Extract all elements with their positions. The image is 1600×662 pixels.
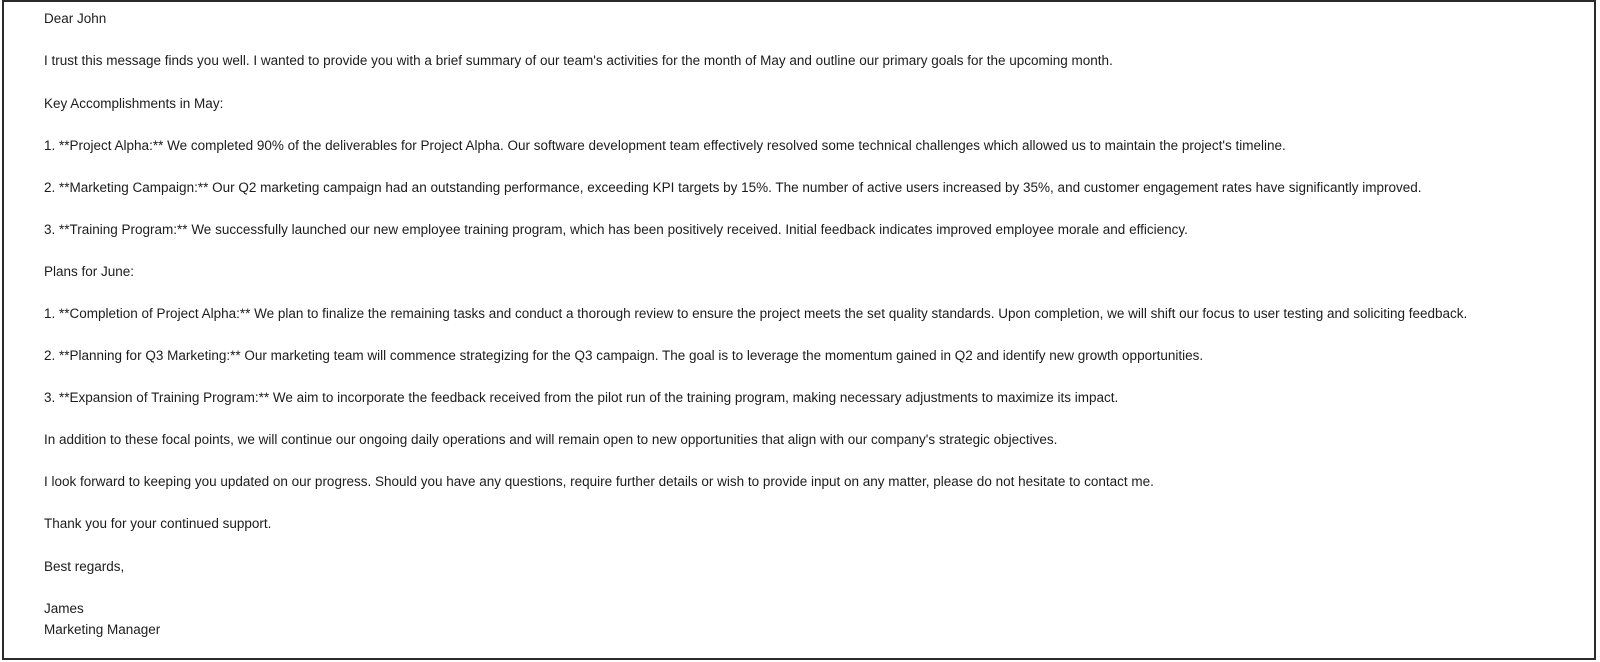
addition-paragraph: In addition to these focal points, we will continue our ongoing daily operations and will remain open to new opportunities that align with our company's strategic objectives. [44, 432, 1058, 447]
plans-heading: Plans for June: [44, 264, 135, 279]
closing-line: Best regards, [44, 559, 125, 574]
accomplishment-item-2: 2. **Marketing Campaign:** Our Q2 marketing campaign had an outstanding performance, exceeding KPI targets by 15%. The number of active users increased by 35%, and customer engagement rates have significantly improved. [44, 180, 1422, 195]
plan-item-1: 1. **Completion of Project Alpha:** We plan to finalize the remaining tasks and conduct a thorough review to ensure the project meets the set quality standards. Upon completion, we will shift our focus to user testing and soliciting feedback. [44, 306, 1468, 321]
sender-title: Marketing Manager [44, 622, 161, 637]
email-document-frame [2, 0, 1596, 660]
accomplishment-item-3: 3. **Training Program:** We successfully launched our new employee training program, which has been positively received. Initial feedback indicates improved employee morale and efficiency. [44, 222, 1188, 237]
accomplishments-heading: Key Accomplishments in May: [44, 96, 224, 111]
thanks-line: Thank you for your continued support. [44, 516, 272, 531]
plan-item-2: 2. **Planning for Q3 Marketing:** Our marketing team will commence strategizing for the Q3 campaign. The goal is to leverage the momentum gained in Q2 and identify new growth opportunities. [44, 348, 1204, 363]
intro-paragraph: I trust this message finds you well. I wanted to provide you with a brief summary of our team's activities for the month of May and outline our primary goals for the upcoming month. [44, 53, 1113, 68]
forward-paragraph: I look forward to keeping you updated on our progress. Should you have any questions, require further details or wish to provide input on any matter, please do not hesitate to contact me. [44, 474, 1154, 489]
greeting: Dear John [44, 11, 107, 26]
plan-item-3: 3. **Expansion of Training Program:** We aim to incorporate the feedback received from the pilot run of the training program, making necessary adjustments to maximize its impact. [44, 390, 1119, 405]
accomplishment-item-1: 1. **Project Alpha:** We completed 90% of the deliverables for Project Alpha. Our software development team effectively resolved some technical challenges which allowed us to maintain the project's timeline. [44, 138, 1286, 153]
sender-name: James [44, 601, 84, 616]
